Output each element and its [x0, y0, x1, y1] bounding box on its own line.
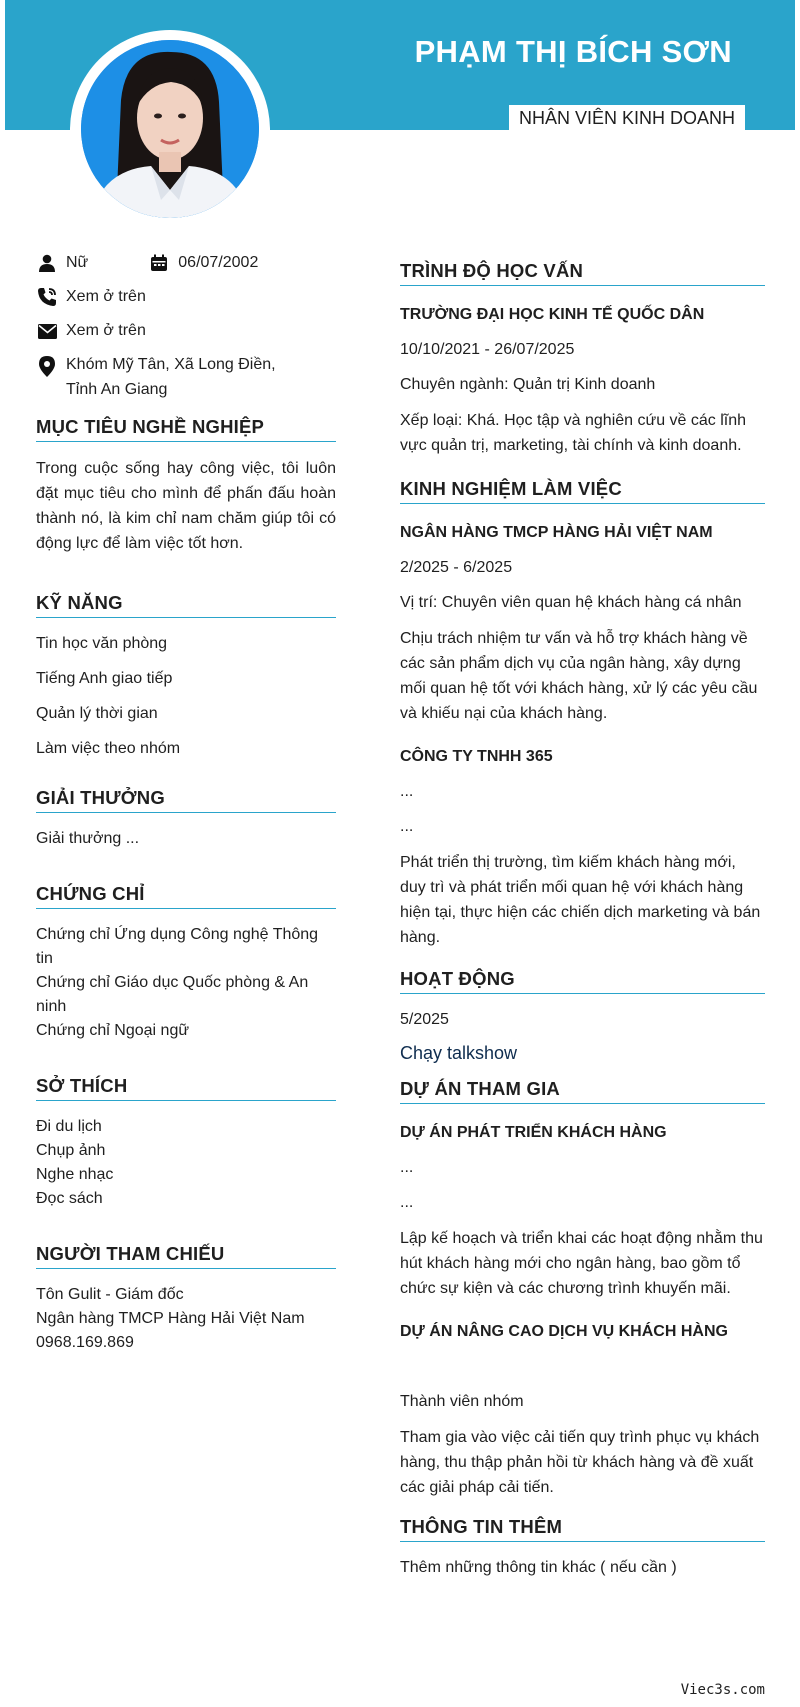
job-period: ... — [400, 783, 414, 800]
hobby-item: Đi du lịch — [36, 1118, 102, 1135]
job-period: 2/2025 - 6/2025 — [400, 559, 513, 576]
extra-section — [400, 1516, 765, 1580]
company-name: NGÂN HÀNG TMCP HÀNG HẢI VIỆT NAM — [400, 524, 713, 541]
job-description: Chịu trách nhiệm tư vấn và hỗ trợ khách hàng về các sản phẩm dịch vụ của ngân hàng, xây dựng mối quan hệ tốt với khách hàng, xử lý các yêu cầu và khiếu nại của khách hàng. — [400, 630, 758, 722]
reference-line: 0968.169.869 — [36, 1334, 134, 1351]
awards-section — [36, 787, 336, 851]
skill-item: Tiếng Anh giao tiếp — [36, 670, 173, 687]
job-position: ... — [400, 818, 414, 835]
project-name: DỰ ÁN NÂNG CAO DỊCH VỤ KHÁCH HÀNG — [400, 1323, 728, 1340]
certificate-item: Chứng chỉ Ngoại ngữ — [36, 1022, 190, 1039]
right-column — [400, 260, 765, 1602]
project-line — [400, 1355, 765, 1379]
certificates-section — [36, 883, 336, 1043]
candidate-name: PHẠM THỊ BÍCH SƠN — [414, 34, 732, 69]
phone-value: Xem ở trên — [66, 288, 146, 305]
education-section — [400, 260, 765, 458]
skill-item: Quản lý thời gian — [36, 705, 158, 722]
project-name: DỰ ÁN PHÁT TRIỂN KHÁCH HÀNG — [400, 1124, 667, 1141]
activities-section — [400, 968, 765, 1064]
hobby-item: Chụp ảnh — [36, 1142, 106, 1159]
birthday-value: 06/07/2002 — [178, 254, 259, 271]
projects-title: DỰ ÁN THAM GIA — [400, 1078, 765, 1104]
awards-title: GIẢI THƯỞNG — [36, 787, 336, 813]
avatar — [81, 40, 259, 218]
reference-line: Tôn Gulit - Giám đốc — [36, 1286, 184, 1303]
project-line: Thành viên nhóm — [400, 1393, 524, 1410]
activities-title: HOẠT ĐỘNG — [400, 968, 765, 994]
avatar-portrait — [81, 40, 259, 218]
references-section — [36, 1243, 336, 1355]
job-title-box — [509, 105, 745, 132]
address-row — [36, 352, 336, 402]
left-column — [36, 250, 336, 1383]
extra-text: Thêm những thông tin khác ( nếu cần ) — [400, 1559, 677, 1576]
experience-section — [400, 478, 765, 950]
calendar-icon — [148, 252, 170, 274]
email-value: Xem ở trên — [66, 322, 146, 339]
school-name: TRƯỜNG ĐẠI HỌC KINH TẾ QUỐC DÂN — [400, 306, 705, 323]
hobbies-section — [36, 1075, 336, 1211]
skills-title: KỸ NĂNG — [36, 592, 336, 618]
objective-title: MỤC TIÊU NGHỀ NGHIỆP — [36, 416, 336, 442]
hobby-item: Nghe nhạc — [36, 1166, 114, 1183]
certificates-title: CHỨNG CHỈ — [36, 883, 336, 909]
activity-name: Chạy talkshow — [400, 1043, 518, 1063]
education-grade: Xếp loại: Khá. Học tập và nghiên cứu về các lĩnh vực quản trị, marketing, tài chính và kinh doanh. — [400, 412, 747, 454]
phone-icon — [36, 286, 58, 308]
job-description: Phát triển thị trường, tìm kiếm khách hàng mới, duy trì và phát triển mối quan hệ với khách hàng hiện tại, thực hiện các chiến dịch marketing và bán hàng. — [400, 854, 761, 946]
certificate-item: Chứng chỉ Ứng dụng Công nghệ Thông tin — [36, 926, 319, 967]
company-name: CÔNG TY TNHH 365 — [400, 748, 553, 765]
certificate-item: Chứng chỉ Giáo dục Quốc phòng & An ninh — [36, 974, 309, 1015]
gender-value: Nữ — [66, 254, 89, 271]
project-description: Tham gia vào việc cải tiến quy trình phục vụ khách hàng, thu thập phản hồi từ khách hàng và đề xuất các giải pháp cải tiến. — [400, 1429, 760, 1496]
address-value: Khóm Mỹ Tân, Xã Long Điền, Tỉnh An Giang — [66, 356, 276, 398]
skill-item: Tin học văn phòng — [36, 635, 168, 652]
person-icon — [36, 252, 58, 274]
job-title: NHÂN VIÊN KINH DOANH — [518, 108, 735, 128]
job-position: Vị trí: Chuyên viên quan hệ khách hàng cá nhân — [400, 594, 742, 611]
experience-title: KINH NGHIỆM LÀM VIỆC — [400, 478, 765, 504]
gender-cell — [36, 250, 88, 275]
phone-row — [36, 284, 336, 309]
projects-section — [400, 1078, 765, 1500]
skills-section — [36, 592, 336, 761]
award-item: Giải thưởng ... — [36, 830, 140, 847]
envelope-icon — [36, 320, 58, 342]
skill-item: Làm việc theo nhóm — [36, 740, 181, 757]
project-line: ... — [400, 1159, 414, 1176]
email-row — [36, 318, 336, 343]
extra-title: THÔNG TIN THÊM — [400, 1516, 765, 1542]
gender-birthday-row — [36, 250, 336, 275]
birthday-cell — [148, 250, 258, 275]
hobbies-title: SỞ THÍCH — [36, 1075, 336, 1101]
activity-date: 5/2025 — [400, 1011, 449, 1028]
reference-line: Ngân hàng TMCP Hàng Hải Việt Nam — [36, 1310, 305, 1327]
references-title: NGƯỜI THAM CHIẾU — [36, 1243, 336, 1269]
hobby-item: Đọc sách — [36, 1190, 103, 1207]
map-pin-icon — [36, 355, 58, 377]
objective-text: Trong cuộc sống hay công việc, tôi luôn đặt mục tiêu cho mình để phấn đấu hoàn thành nó, là kim chỉ nam chăm giúp tôi có động lực để làm việc tốt hơn. — [36, 460, 336, 552]
project-description: Lập kế hoạch và triển khai các hoạt động nhằm thu hút khách hàng mới cho ngân hàng, bao gồm tổ chức sự kiện và các chương trình khuyến mãi. — [400, 1230, 763, 1297]
education-title: TRÌNH ĐỘ HỌC VẤN — [400, 260, 765, 286]
objective-section — [36, 416, 336, 556]
education-period: 10/10/2021 - 26/07/2025 — [400, 341, 575, 358]
education-major: Chuyên ngành: Quản trị Kinh doanh — [400, 376, 656, 393]
project-line: ... — [400, 1194, 414, 1211]
watermark: Viec3s.com — [680, 1682, 765, 1698]
